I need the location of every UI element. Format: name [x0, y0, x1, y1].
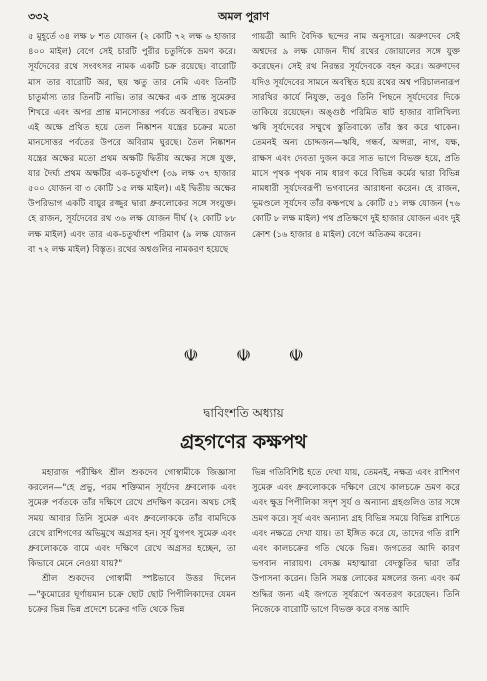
paragraph: ৫ মুহূর্তে ৩৪ লক্ষ ৮ শত যোজন (২ কোটি ৭২ লক্ষ ৬ হাজার ৪০০ মাইল) বেগে সেই চারটি পুরীর চতুর্দিকে ভ্রমণ করে। সূর্যদেবের রথে সংবৎসর নামক একটি চক্র রয়েছে। বারোটি মাস তার বারোটি অর, ছয় ঋতু তার নেমি এবং তিনটি চাতুর্মাস্য তার তিনটি নাভি। তার অক্ষের এক প্রান্ত সুমেরুর শিখরে এবং অপর প্রান্ত মানসোত্তর পর্বতে অবস্থিত। রথচক্র এই অক্ষে প্রথিত হয়ে তেল নিষ্কাশন যন্ত্রের চক্রের মতো মানসোত্তর পর্বতের উপরে অবিরাম ঘুরছে। তৈল নিষ্কাশন যন্ত্রের অক্ষের মতো প্রথম অক্ষটি দ্বিতীয় অক্ষের সঙ্গে যুক্ত, যার দৈর্ঘ্য প্রথম অক্ষটির এক-চতুর্থাংশ (৩৯ লক্ষ ৩৭ হাজার ৫০০ যোজন বা ৩ কোটি ১৫ লক্ষ মাইল)। এই দ্বিতীয় অক্ষের উপরিভাগ একটি বায়ুর রজ্জুর দ্বারা ধ্রুবলোকের সঙ্গে সংযুক্ত। হে রাজন, সূর্যদেবের রথ ৩৬ লক্ষ যোজন দীর্ঘ (২ কোটি ৮৮ লক্ষ মাইল) এবং তার এক-চতুর্থাংশ পরিমাণ (৯ লক্ষ যোজন বা ৭২ লক্ষ মাইল) বিস্তৃত। রথের অশ্বগুলির নামকরণ হয়েছে — [28, 32, 236, 255]
paragraph: ভিন্ন গতিবিশিষ্ট হতে দেখা যায়, তেমনই, নক্ষত্র এবং রাশিগণ সুমেরু এবং ধ্রুবলোককে দক্ষিণে রেখে কালচক্রে ভ্রমণ করে এবং ক্ষুদ্র পিপীলিকা সদৃশ সূর্য ও অন্যান্য গ্রহগুলিও তার সঙ্গে ভ্রমণ করে। সূর্য এবং অন্যান্য গ্রহ বিভিন্ন সময়ে বিভিন্ন রাশিতে এবং নক্ষত্রে দেখা যায়। তা ইঙ্গিত করে যে, তাদের গতি রাশি এবং কালচক্রের গতি থেকে ভিন্ন। জগতের আদি কারণ ভগবান নারায়ণ। বেদজ্ঞ মহাত্মারা বেদস্তুতির দ্বারা তাঁর উপাসনা করেন। তিনি সমস্ত লোকের মঙ্গলের জন্য এবং কর্ম শুদ্ধির জন্য এই জগতে সূর্যরূপে অবতরণ করেছেন। তিনি নিজেকে বারোটি ভাগে বিভক্ত করে বসন্ত আদি — [252, 468, 460, 615]
ornament-icon: ☫ — [288, 346, 304, 366]
paragraph: শ্রীল শুকদেব গোস্বামী স্পষ্টভাবে উত্তর দিলেন—"কুমোরের ঘূর্ণায়মান চক্রে ছোট ছোট পিপীলিকাদের যেমন চক্রের ভিন্ন ভিন্ন প্রদেশে চক্রের গতি থেকে ভিন্ন — [28, 574, 236, 615]
running-title: অমল পুরাণ — [217, 10, 270, 23]
section-divider — [0, 346, 487, 376]
chapter-number: দ্বাবিংশতি অধ্যায় — [203, 406, 284, 420]
bottom-left-column — [28, 466, 236, 672]
page-header — [28, 8, 459, 26]
top-right-column — [252, 30, 460, 330]
paragraph: গায়ত্রী আদি বৈদিক ছন্দের নাম অনুসারে। অরুণদেব সেই অশ্বদের ৯ লক্ষ যোজন দীর্ঘ রথের জোয়ালের সঙ্গে যুক্ত করেছেন। সেই রথ নিরন্তর সূর্যদেবকে বহন করে। অরুণদেব যদিও সূর্যদেবের সামনে অবস্থিত হয়ে রথের অশ্ব পরিচালনারূপ সারথির কার্যে নিযুক্ত, তবুও তিনি পিছনে সূর্যদেবের দিকে তাকিয়ে রয়েছেন। অঙ্গুষ্ঠ পরিমিত ষাট হাজার বালিখিল্য ঋষি সূর্যদেবের সম্মুখে স্তুতিবাক্যে তাঁর স্তব করে থাকেন। তেমনই অন্য চোদ্দজন—ঋষি, গন্ধর্ব, অপ্সরা, নাগ, যক্ষ, রাক্ষস এবং দেবতা দুজন করে সাত ভাগে বিভক্ত হয়ে, প্রতি মাসে পৃথক পৃথক নাম ধারণ করে বিভিন্ন কর্মের দ্বারা বিভিন্ন নামধারী সূর্যদেবরূপী ভগবানের আরাধনা করেন। হে রাজন, ভূমণ্ডলে সূর্যদেব তাঁর কক্ষপথে ৯ কোটি ৫১ লক্ষ যোজন (৭৬ কোটি ৮ লক্ষ মাইল) পথ প্রতিক্ষণে দুই হাজার যোজন এবং দুই ক্রোশ (১৬ হাজার ৪ মাইল) বেগে অতিক্রম করেন। — [252, 32, 460, 240]
paragraph: মহারাজ পরীক্ষিৎ শ্রীল শুকদেব গোস্বামীকে জিজ্ঞাসা করলেন—"হে প্রভু, পরম শক্তিমান সূর্যদেব ধ্রুবলোক এবং সুমেরু পর্বতকে তাঁর দক্ষিণে রেখে প্রদক্ষিণ করেন। অথচ সেই সময় আবার তিনি সুমেরু এবং ধ্রুবলোককে তাঁর বামদিকে রেখে রাশিগণের অভিমুখে অগ্রসর হন। সূর্য যুগপৎ সুমেরু এবং ধ্রুবলোককে বামে এবং দক্ষিণে রেখে অগ্রসর হচ্ছেন, তা কিভাবে মেনে নেওয়া যায়?" — [28, 468, 236, 570]
bottom-right-column — [252, 466, 460, 672]
top-left-column — [28, 30, 236, 330]
ornament-icon: ☫ — [235, 346, 252, 366]
ornament-icon: ☫ — [183, 346, 199, 366]
chapter-title: গ্রহগণের কক্ষপথ — [180, 431, 307, 453]
page-number: ৩৩২ — [28, 10, 50, 23]
